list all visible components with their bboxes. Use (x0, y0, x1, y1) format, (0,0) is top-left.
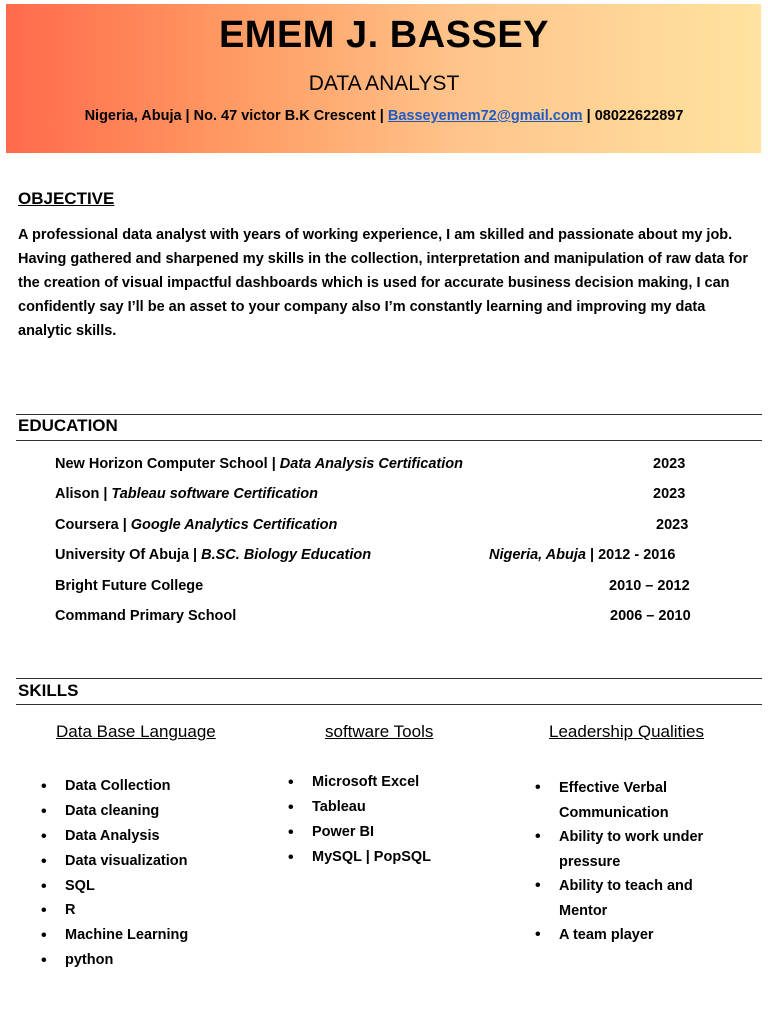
certification: B.SC. Biology Education (201, 547, 372, 563)
skill-item: • Microsoft Excel (288, 772, 508, 797)
school-name: Coursera | (55, 517, 131, 533)
certification: Tableau software Certification (111, 486, 318, 502)
leadership-qualities-list (535, 776, 735, 948)
education-entry (55, 608, 236, 628)
school-name: New Horizon Computer School | (55, 456, 280, 472)
education-years: 2010 – 2012 (609, 578, 690, 594)
skills-column-title: Data Base Language (56, 722, 216, 741)
education-years: | 2012 - 2016 (585, 547, 676, 563)
skill-item: • Power BI (288, 822, 508, 847)
phone-text: | 08022622897 (582, 108, 684, 124)
software-tools-list (288, 772, 508, 872)
skills-top-rule (16, 678, 762, 679)
education-entry (55, 517, 337, 537)
education-years: 2006 – 2010 (610, 608, 691, 624)
skill-item: • SQL (41, 876, 261, 901)
skills-heading: SKILLS (18, 681, 79, 700)
education-years: 2023 (656, 517, 689, 533)
objective-heading: OBJECTIVE (18, 189, 115, 208)
database-language-list (41, 776, 261, 975)
education-location: Nigeria, Abuja (489, 547, 586, 563)
skill-item: • Machine Learning (41, 925, 261, 950)
skill-item: • Ability to teach and Mentor (535, 874, 735, 923)
skill-item: • Tableau (288, 797, 508, 822)
skill-item: • MySQL | PopSQL (288, 847, 508, 872)
candidate-name: EMEM J. BASSEY (218, 14, 550, 56)
certification: Google Analytics Certification (130, 517, 338, 533)
skill-item: • Effective Verbal Communication (535, 776, 735, 825)
skill-item: • Ability to work under pressure (535, 825, 735, 874)
skill-item: • python (41, 950, 261, 975)
skill-item: • Data visualization (41, 851, 261, 876)
education-entry (55, 486, 318, 506)
skills-column-title: Leadership Qualities (549, 722, 704, 741)
school-name: Bright Future College (55, 578, 204, 594)
skills-bottom-rule (16, 704, 762, 705)
skill-item: • Data cleaning (41, 801, 261, 826)
education-location-years (489, 547, 675, 563)
certification: Data Analysis Certification (279, 456, 463, 472)
education-heading: EDUCATION (18, 416, 118, 435)
education-entry (55, 547, 371, 567)
skill-item: • A team player (535, 923, 735, 948)
skill-item: • Data Collection (41, 776, 261, 801)
school-name: University Of Abuja | (55, 547, 202, 563)
skill-item: • Data Analysis (41, 826, 261, 851)
education-entry (55, 456, 463, 476)
skills-column-title: software Tools (325, 722, 434, 741)
contact-line (0, 108, 768, 124)
job-title: DATA ANALYST (308, 72, 460, 95)
education-years: 2023 (653, 486, 686, 502)
school-name: Command Primary School (55, 608, 237, 624)
objective-text: A professional data analyst with years of working experience, I am skilled and passionate about my job. Having gathered and sharpened my skills in the collection, interpretation and manipulation of raw data for the creation of visual impactful dashboards which is used for accurate business decision making, I can confidently say I’ll be an asset to your company also I’m constantly learning and improving my data analytic skills. (18, 227, 748, 339)
education-entry (55, 578, 203, 598)
education-top-rule (16, 414, 762, 415)
education-bottom-rule (16, 440, 762, 441)
school-name: Alison | (55, 486, 112, 502)
address-text: Nigeria, Abuja | No. 47 victor B.K Crescent | (84, 108, 388, 124)
education-years: 2023 (653, 456, 686, 472)
email-link[interactable]: Basseyemem72@gmail.com (387, 108, 583, 124)
skill-item: • R (41, 900, 261, 925)
